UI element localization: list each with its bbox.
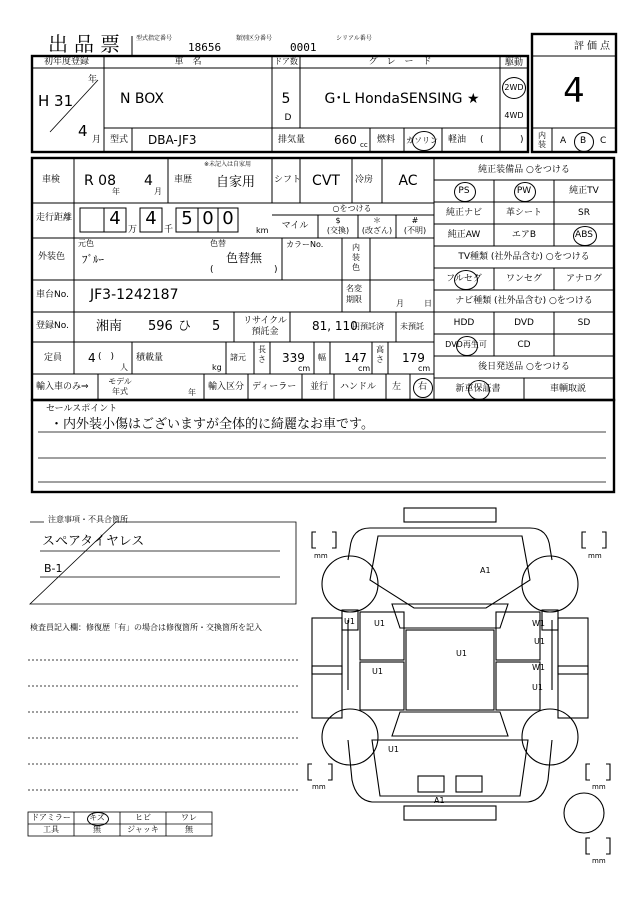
form-title: 出品票 bbox=[48, 32, 126, 56]
reg-area: 湘南 bbox=[96, 319, 123, 334]
meter-mile: マイル bbox=[281, 221, 309, 231]
damage-mark-rr-door-u: U1 bbox=[532, 683, 543, 692]
car-diagram bbox=[308, 508, 610, 854]
fuel-gasoline: ガソリン bbox=[406, 136, 438, 145]
nameplate-label: 名変期限 bbox=[346, 284, 362, 304]
mileage-digit-4: 5 bbox=[181, 208, 193, 229]
displacement: 660 bbox=[334, 133, 357, 147]
car-name: N BOX bbox=[120, 91, 164, 107]
repaint: 色替無 bbox=[226, 251, 263, 265]
capacity-paren: ( ) bbox=[98, 352, 115, 362]
equip-aw: 純正AW bbox=[447, 230, 481, 240]
interior-b: B bbox=[580, 136, 587, 146]
tv-analog: アナログ bbox=[565, 274, 603, 284]
nameplate-day: 日 bbox=[424, 299, 432, 308]
damage-mark-rear-quarter: U1 bbox=[388, 745, 399, 754]
drive-label: 駆動 bbox=[504, 58, 524, 68]
capacity-unit: 人 bbox=[120, 363, 128, 372]
len-unit: cm bbox=[298, 364, 311, 373]
mm-label-fl: mm bbox=[314, 552, 328, 560]
mileage-digit-6: 0 bbox=[222, 208, 234, 229]
class-no: 0001 bbox=[290, 41, 317, 54]
history: 自家用 bbox=[216, 175, 256, 190]
shaken-month-unit: 月 bbox=[154, 187, 162, 196]
repaint-label: 色替 bbox=[210, 239, 226, 248]
recycle-unit: 円預託済 bbox=[352, 322, 384, 331]
color-no-label: カラーNo. bbox=[286, 240, 324, 249]
shift: CVT bbox=[312, 173, 340, 189]
parts-mirror-circle bbox=[87, 812, 109, 826]
import-only-label: 輸入車のみ⇒ bbox=[36, 382, 89, 392]
length: 339 bbox=[282, 351, 305, 365]
recycle-unpaid: 未預託 bbox=[400, 322, 424, 331]
handle-left: 左 bbox=[392, 382, 402, 392]
shaken-r: R 08 bbox=[84, 173, 116, 189]
grade-label: グ レ ー ド bbox=[368, 57, 432, 67]
nav-cd: CD bbox=[517, 340, 531, 350]
parts-mirror-state: キズ bbox=[89, 813, 105, 822]
parts-break: ワレ bbox=[181, 813, 197, 822]
parts-crack: ヒビ bbox=[135, 813, 151, 822]
shift-label: シフト bbox=[274, 175, 302, 185]
model-spec-label: 型式指定番号 bbox=[136, 35, 173, 42]
ac-label: 冷房 bbox=[355, 175, 374, 185]
after-title: 後日発送品 ○をつける bbox=[478, 362, 570, 372]
sales-label: セールスポイント bbox=[46, 404, 118, 414]
handle-right-circle bbox=[413, 378, 433, 398]
damage-mark-roof: U1 bbox=[456, 649, 467, 658]
mileage-digit-3: 4 bbox=[145, 208, 157, 229]
score-label: 評価点 bbox=[574, 41, 613, 52]
interior-a: A bbox=[560, 136, 567, 146]
parts-mirror: ドアミラー bbox=[31, 813, 71, 822]
mm-label-spare: mm bbox=[592, 857, 606, 865]
equip-leather: 革シート bbox=[505, 208, 543, 218]
equip-pw: PW bbox=[516, 186, 532, 196]
nav-hdd: HDD bbox=[453, 318, 475, 328]
parts-jack: ジャッキ bbox=[127, 825, 159, 834]
notes-line2: B-1 bbox=[44, 562, 63, 575]
len-label: 長さ bbox=[258, 345, 266, 364]
load-label: 積載量 bbox=[136, 353, 164, 363]
type: DBA-JF3 bbox=[148, 133, 197, 147]
grade: G･L HondaSENSING ★ bbox=[324, 91, 480, 107]
notes-label: 注意事項・不具合箇所 bbox=[48, 515, 128, 524]
nav-dvd: DVD bbox=[514, 318, 534, 328]
drive-4wd: 4WD bbox=[504, 111, 524, 120]
equip-title: 純正装備品 ○をつける bbox=[478, 165, 570, 175]
load-unit: kg bbox=[212, 363, 222, 372]
ac: AC bbox=[398, 173, 418, 189]
mileage-unit-sen: 千 bbox=[164, 225, 174, 235]
wid-label: 幅 bbox=[318, 353, 326, 362]
disp-unit: cc bbox=[360, 141, 368, 149]
meter-star: ＊ bbox=[373, 216, 381, 225]
doors-label: ドア数 bbox=[274, 57, 298, 66]
wid-unit: cm bbox=[358, 364, 371, 373]
model-spec-no: 18656 bbox=[188, 41, 222, 54]
height: 179 bbox=[402, 351, 425, 365]
after-warranty: 新車保証書 bbox=[455, 384, 501, 394]
handle-right: 右 bbox=[418, 382, 428, 392]
after-warranty-circle bbox=[468, 380, 490, 400]
nav-dvd-play: DVD再生可 bbox=[445, 340, 487, 349]
orig-color: ﾌﾞﾙｰ bbox=[82, 253, 104, 266]
damage-mark-rr-door-w: W1 bbox=[532, 663, 545, 672]
meter-unknown: (不明) bbox=[403, 226, 427, 235]
import-type-label: 輸入区分 bbox=[208, 382, 245, 392]
model-year-unit: 年 bbox=[188, 388, 196, 397]
drive-2wd: 2WD bbox=[504, 83, 524, 92]
dims-label: 諸元 bbox=[230, 353, 246, 362]
recycle-amount: 81, 110 bbox=[312, 319, 358, 333]
recycle-label: リサイクル預託金 bbox=[243, 316, 287, 337]
reg-label: 登録No. bbox=[36, 321, 69, 331]
mm-label-rl: mm bbox=[312, 783, 326, 791]
mileage-digit-5: 0 bbox=[202, 208, 214, 229]
first-reg-label: 初年度登録 bbox=[44, 57, 90, 67]
parts-jack-state: 無 bbox=[185, 825, 193, 834]
interior-c: C bbox=[600, 136, 607, 146]
equip-abs-circle bbox=[573, 226, 597, 246]
fuel-paren-close: ) bbox=[520, 135, 524, 145]
equip-airbag: エアB bbox=[511, 230, 537, 240]
repaint-paren-open: ( bbox=[210, 265, 214, 275]
damage-mark-rf-door-w: W1 bbox=[532, 619, 545, 628]
reg-num: 596 bbox=[148, 319, 173, 334]
mm-label-rr: mm bbox=[592, 783, 606, 791]
model-year-label: モデル年式 bbox=[108, 377, 132, 396]
tv-fullseg: フルセグ bbox=[446, 274, 482, 284]
interior-label: 内装 bbox=[538, 131, 546, 149]
meter-tamper: (改ざん) bbox=[361, 226, 393, 235]
parts-tools-state: 無 bbox=[93, 825, 101, 834]
meter-mark: ○をつける bbox=[332, 204, 372, 213]
type-label: 型式 bbox=[110, 135, 129, 145]
after-manual: 車輌取説 bbox=[549, 384, 587, 394]
damage-mark-lf-fender: U1 bbox=[344, 617, 355, 626]
color-label: 外装色 bbox=[38, 252, 66, 262]
fuel-gasoline-circle bbox=[412, 131, 436, 151]
nav-title: ナビ種類 (社外品含む) ○をつける bbox=[455, 296, 593, 306]
history-label: 車歴 bbox=[174, 175, 193, 185]
mileage-unit-man: 万 bbox=[128, 225, 138, 235]
hgt-unit: cm bbox=[418, 364, 431, 373]
tv-title: TV種類 (社外品含む) ○をつける bbox=[458, 252, 590, 262]
meter-exchange: (交換) bbox=[326, 226, 350, 235]
orig-color-label: 元色 bbox=[78, 239, 94, 248]
equip-navi: 純正ナビ bbox=[445, 208, 483, 218]
meter-hash: # bbox=[411, 216, 419, 225]
width: 147 bbox=[344, 351, 367, 365]
chassis-label: 車台No. bbox=[36, 290, 69, 300]
reg-kana: ひ bbox=[178, 319, 192, 334]
doors: 5 bbox=[281, 91, 291, 107]
sales-text: ・内外装小傷はございますが全体的に綺麗なお車です。 bbox=[50, 417, 374, 432]
damage-mark-rf-door-u: U1 bbox=[534, 637, 545, 646]
dealer: ディーラー bbox=[252, 382, 297, 392]
car-name-label: 車 名 bbox=[174, 57, 202, 67]
hgt-label: 高さ bbox=[376, 345, 384, 364]
mileage-label: 走行距離 bbox=[36, 213, 73, 223]
interior-color-label: 内装色 bbox=[352, 243, 360, 272]
reg-last: 5 bbox=[212, 319, 221, 334]
inspector-label: 検査員記入欄：修復歴「有」の場合は修復箇所・交換箇所を記入 bbox=[30, 623, 262, 632]
doors-type: D bbox=[284, 113, 292, 123]
disp-label: 排気量 bbox=[278, 135, 306, 145]
chassis: JF3-1242187 bbox=[90, 287, 179, 303]
fuel-diesel: 軽油 bbox=[448, 135, 467, 145]
damage-mark-hood: A1 bbox=[480, 566, 491, 575]
mm-label-fr: mm bbox=[588, 552, 602, 560]
capacity: 4 bbox=[88, 351, 96, 365]
parts-tools: 工具 bbox=[43, 825, 59, 834]
mileage-unit-km: km bbox=[256, 226, 269, 235]
parallel: 並行 bbox=[310, 382, 329, 392]
notes-line1: スペアタイヤレス bbox=[42, 534, 145, 549]
tv-fullseg-circle bbox=[454, 270, 478, 290]
tv-oneseg: ワンセグ bbox=[505, 274, 543, 284]
drive-2wd-circle bbox=[502, 77, 526, 99]
handle-label: ハンドル bbox=[340, 382, 377, 392]
first-reg-month: 4 bbox=[78, 122, 88, 140]
shaken-year-unit: 年 bbox=[112, 187, 120, 196]
damage-mark-lr-door: U1 bbox=[372, 667, 383, 676]
mileage-digit-2: 4 bbox=[109, 208, 121, 229]
year-unit: 年 bbox=[88, 75, 98, 85]
fuel-paren-open: ( bbox=[480, 135, 484, 145]
equip-tv: 純正TV bbox=[569, 186, 599, 196]
meter-dollar: $ bbox=[335, 216, 341, 225]
damage-mark-lf-door: U1 bbox=[374, 619, 385, 628]
repaint-paren-close: ) bbox=[274, 265, 278, 275]
month-unit: 月 bbox=[92, 135, 102, 145]
equip-sr: SR bbox=[578, 208, 590, 218]
first-reg-era: H 31 bbox=[38, 92, 74, 110]
fuel-label: 燃料 bbox=[377, 135, 396, 145]
equip-ps: PS bbox=[458, 186, 470, 196]
nameplate-month: 月 bbox=[396, 299, 404, 308]
damage-mark-rear-bumper: A1 bbox=[434, 796, 445, 805]
equip-abs: ABS bbox=[575, 230, 593, 240]
shaken-month: 4 bbox=[144, 173, 153, 189]
serial-label: シリアル番号 bbox=[336, 35, 372, 42]
history-note: ※未記入は自家用 bbox=[204, 161, 252, 168]
equip-ps-circle bbox=[454, 182, 476, 202]
score-value: 4 bbox=[563, 71, 585, 111]
nav-dvd-play-circle bbox=[456, 336, 478, 356]
class-label: 類別区分番号 bbox=[236, 35, 273, 42]
equip-pw-circle bbox=[514, 182, 536, 202]
capacity-label: 定員 bbox=[44, 353, 63, 363]
interior-b-circle bbox=[574, 132, 594, 152]
nav-sd: SD bbox=[577, 318, 591, 328]
shaken-label: 車検 bbox=[42, 175, 61, 185]
